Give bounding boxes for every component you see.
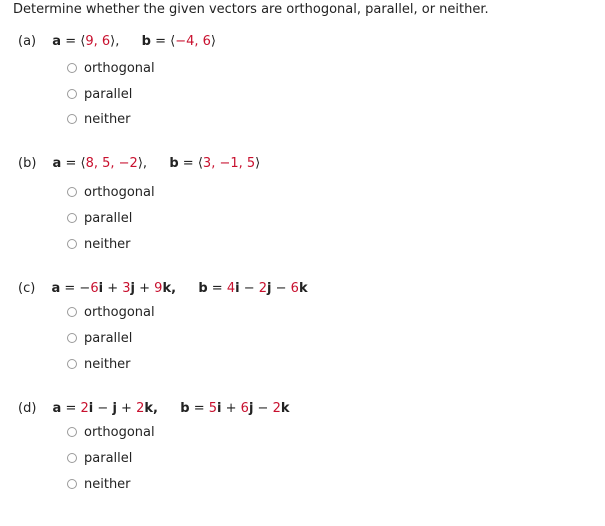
- term-coefficient: 2: [272, 401, 281, 416]
- part-d-option-neither[interactable]: [67, 477, 131, 492]
- term-coefficient: 2: [80, 401, 89, 416]
- unit-vector: i: [98, 281, 104, 296]
- term-coefficient: 2: [136, 401, 145, 416]
- vector-a-open-bracket: ⟨: [80, 156, 86, 171]
- term-sign: −: [79, 281, 91, 296]
- vector-b-components: −4, 6: [175, 34, 211, 49]
- radio-button[interactable]: [67, 114, 77, 124]
- part-c-vectors: [18, 281, 308, 296]
- vector-b-components: 3, −1, 5: [202, 156, 256, 171]
- instruction-text: Determine whether the given vectors are orthogonal, parallel, or neither.: [13, 2, 489, 17]
- vector-a-name: a: [52, 34, 62, 49]
- option-label: parallel: [84, 331, 133, 346]
- vector-a-close-bracket: ⟩,: [137, 156, 148, 171]
- vector-a-components: 9, 6: [85, 34, 111, 49]
- term-coefficient: 6: [240, 401, 249, 416]
- term-coefficient: 5: [208, 401, 218, 416]
- term-sign: +: [134, 281, 155, 296]
- vector-a-name: a: [52, 156, 62, 171]
- unit-vector: j: [112, 401, 117, 416]
- part-b-option-parallel[interactable]: [67, 211, 132, 226]
- part-c-option-neither[interactable]: [67, 357, 131, 372]
- vector-b-open-bracket: ⟨: [170, 34, 176, 49]
- part-a-vectors: [18, 34, 216, 49]
- part-c-option-parallel[interactable]: [67, 331, 132, 346]
- part-b-option-orthogonal[interactable]: [67, 185, 155, 200]
- vector-b-open-bracket: ⟨: [197, 156, 203, 171]
- term-coefficient: 9: [154, 281, 163, 296]
- option-label: neither: [84, 237, 131, 252]
- option-label: parallel: [84, 451, 133, 466]
- radio-button[interactable]: [67, 453, 77, 463]
- term-sign: −: [271, 281, 291, 296]
- option-label: neither: [84, 112, 131, 127]
- part-d-option-parallel[interactable]: [67, 451, 132, 466]
- part-d-label: (d): [18, 401, 37, 416]
- vector-a-name: a: [51, 281, 61, 296]
- option-label: neither: [84, 477, 131, 492]
- vector-b-name: b: [169, 156, 179, 171]
- part-b-label: (b): [18, 156, 37, 171]
- unit-vector: k,: [162, 281, 177, 296]
- vector-b-name: b: [141, 34, 151, 49]
- equals-sign: =: [155, 34, 166, 49]
- radio-button[interactable]: [67, 239, 77, 249]
- option-label: orthogonal: [84, 425, 155, 440]
- equals-sign: =: [182, 156, 194, 171]
- unit-vector: j: [248, 401, 254, 416]
- radio-button[interactable]: [67, 359, 77, 369]
- vector-a-name: a: [52, 401, 62, 416]
- unit-vector: k,: [144, 401, 158, 416]
- equals-sign: =: [211, 281, 223, 296]
- term-coefficient: 6: [90, 281, 99, 296]
- unit-vector: j: [267, 281, 272, 296]
- part-c-label: (c): [18, 281, 36, 296]
- term-coefficient: 4: [226, 281, 236, 296]
- equals-sign: =: [65, 401, 77, 416]
- unit-vector: k: [280, 401, 290, 416]
- term-sign: −: [253, 401, 273, 416]
- part-b-option-neither[interactable]: [67, 237, 131, 252]
- radio-button[interactable]: [67, 187, 77, 197]
- radio-button[interactable]: [67, 427, 77, 437]
- term-coefficient: 6: [290, 281, 299, 296]
- vector-a-close-bracket: ⟩,: [110, 34, 120, 49]
- vector-a-open-bracket: ⟨: [80, 34, 86, 49]
- part-d-option-orthogonal[interactable]: [67, 425, 155, 440]
- radio-button[interactable]: [67, 333, 77, 343]
- term-coefficient: 2: [258, 281, 268, 296]
- term-sign: −: [93, 401, 113, 416]
- part-a-option-neither[interactable]: [67, 112, 131, 127]
- radio-button[interactable]: [67, 479, 77, 489]
- radio-button[interactable]: [67, 307, 77, 317]
- unit-vector: i: [235, 281, 240, 296]
- part-a-label: (a): [18, 34, 37, 49]
- vector-b-close-bracket: ⟩: [210, 34, 216, 49]
- option-label: parallel: [84, 87, 133, 102]
- vector-a-components: 8, 5, −2: [85, 156, 138, 171]
- equals-sign: =: [193, 401, 205, 416]
- term-sign: +: [103, 281, 123, 296]
- part-c-option-orthogonal[interactable]: [67, 305, 155, 320]
- unit-vector: k: [298, 281, 308, 296]
- radio-button[interactable]: [67, 89, 77, 99]
- equals-sign: =: [65, 34, 77, 49]
- part-a-option-orthogonal[interactable]: [67, 61, 155, 76]
- radio-button[interactable]: [67, 63, 77, 73]
- term-sign: −: [239, 281, 259, 296]
- equals-sign: =: [65, 156, 77, 171]
- option-label: neither: [84, 357, 131, 372]
- vector-b-name: b: [198, 281, 208, 296]
- unit-vector: i: [217, 401, 222, 416]
- part-d-vectors: [18, 401, 290, 416]
- unit-vector: i: [88, 401, 94, 416]
- option-label: orthogonal: [84, 305, 155, 320]
- part-a-option-parallel[interactable]: [67, 87, 132, 102]
- option-label: orthogonal: [84, 61, 155, 76]
- vector-b-close-bracket: ⟩: [255, 156, 261, 171]
- radio-button[interactable]: [67, 213, 77, 223]
- option-label: orthogonal: [84, 185, 155, 200]
- term-sign: +: [221, 401, 241, 416]
- term-coefficient: 3: [122, 281, 131, 296]
- part-b-vectors: [18, 156, 260, 171]
- unit-vector: j: [130, 281, 135, 296]
- term-sign: +: [116, 401, 137, 416]
- vector-b-name: b: [180, 401, 190, 416]
- equals-sign: =: [64, 281, 76, 296]
- option-label: parallel: [84, 211, 133, 226]
